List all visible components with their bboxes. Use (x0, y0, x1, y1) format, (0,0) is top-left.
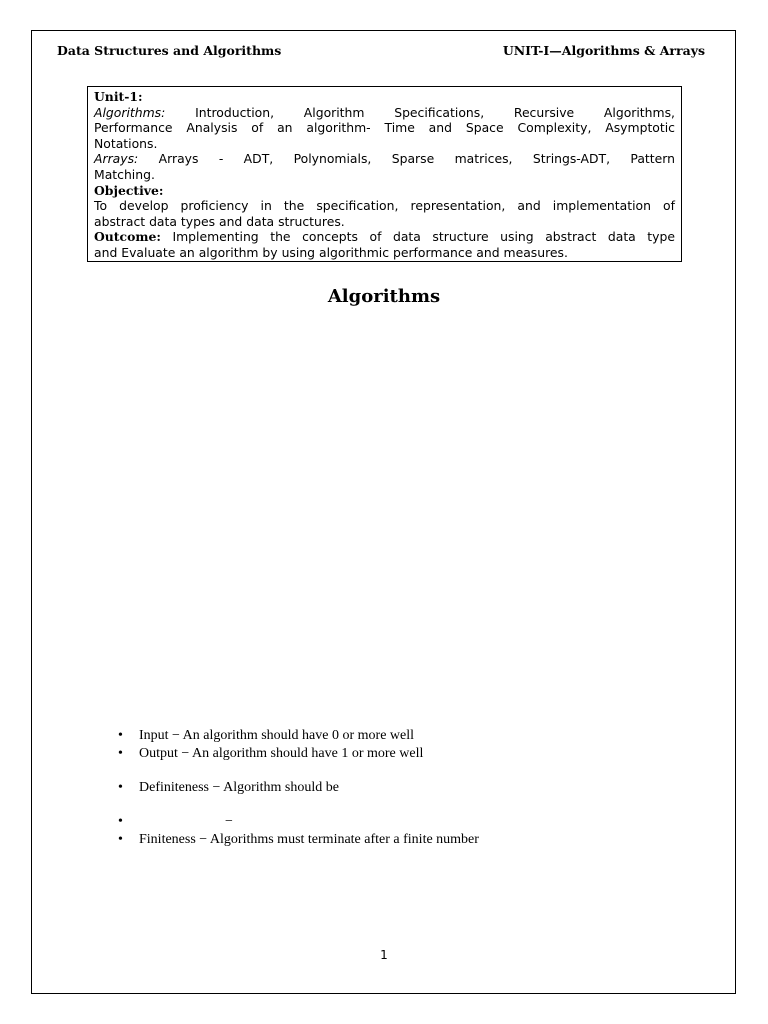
header-unit-title: UNIT-I—Algorithms & Arrays (502, 43, 705, 58)
arrays-line-1: Arrays - ADT, Polynomials, Sparse matrices, Strings-ADT, Pattern (158, 151, 675, 167)
algorithms-line-2: Performance Analysis of an algorithm- Time and Space Complexity, Asymptotic (94, 120, 675, 136)
unit-syllabus-box (87, 86, 682, 262)
list-item-input: • Input − An algorithm should have 0 or more well (118, 727, 479, 745)
section-heading: Algorithms (327, 286, 441, 307)
unit-title: Unit-1: (94, 89, 143, 104)
list-item-output: • Output − An algorithm should have 1 or more well (118, 745, 479, 763)
list-item-finiteness: • Finiteness − Algorithms must terminate after a finite number (118, 831, 479, 849)
outcome-line-1: Implementing the concepts of data structure using abstract data type (172, 229, 675, 245)
characteristics-list (118, 727, 479, 849)
algorithms-line-3: Notations. (94, 135, 158, 151)
page-number: 1 (380, 948, 388, 962)
objective-line-1: To develop proficiency in the specification, representation, and implementation of (94, 198, 675, 214)
algorithms-line-1: Introduction, Algorithm Specifications, Recursive Algorithms, (195, 104, 675, 120)
outcome-line-2: and Evaluate an algorithm by using algorithmic performance and measures. (94, 244, 568, 260)
list-item-blank: • − (118, 813, 479, 831)
arrays-label: Arrays: (94, 151, 139, 167)
objective-line-2: abstract data types and data structures. (94, 213, 345, 229)
outcome-label: Outcome: (94, 229, 161, 245)
objective-label: Objective: (94, 182, 164, 198)
algorithms-label: Algorithms: (94, 104, 166, 120)
header-course-title: Data Structures and Algorithms (57, 43, 282, 58)
arrays-line-2: Matching. (94, 166, 155, 182)
list-item-definiteness: • Definiteness − Algorithm should be (118, 779, 479, 797)
